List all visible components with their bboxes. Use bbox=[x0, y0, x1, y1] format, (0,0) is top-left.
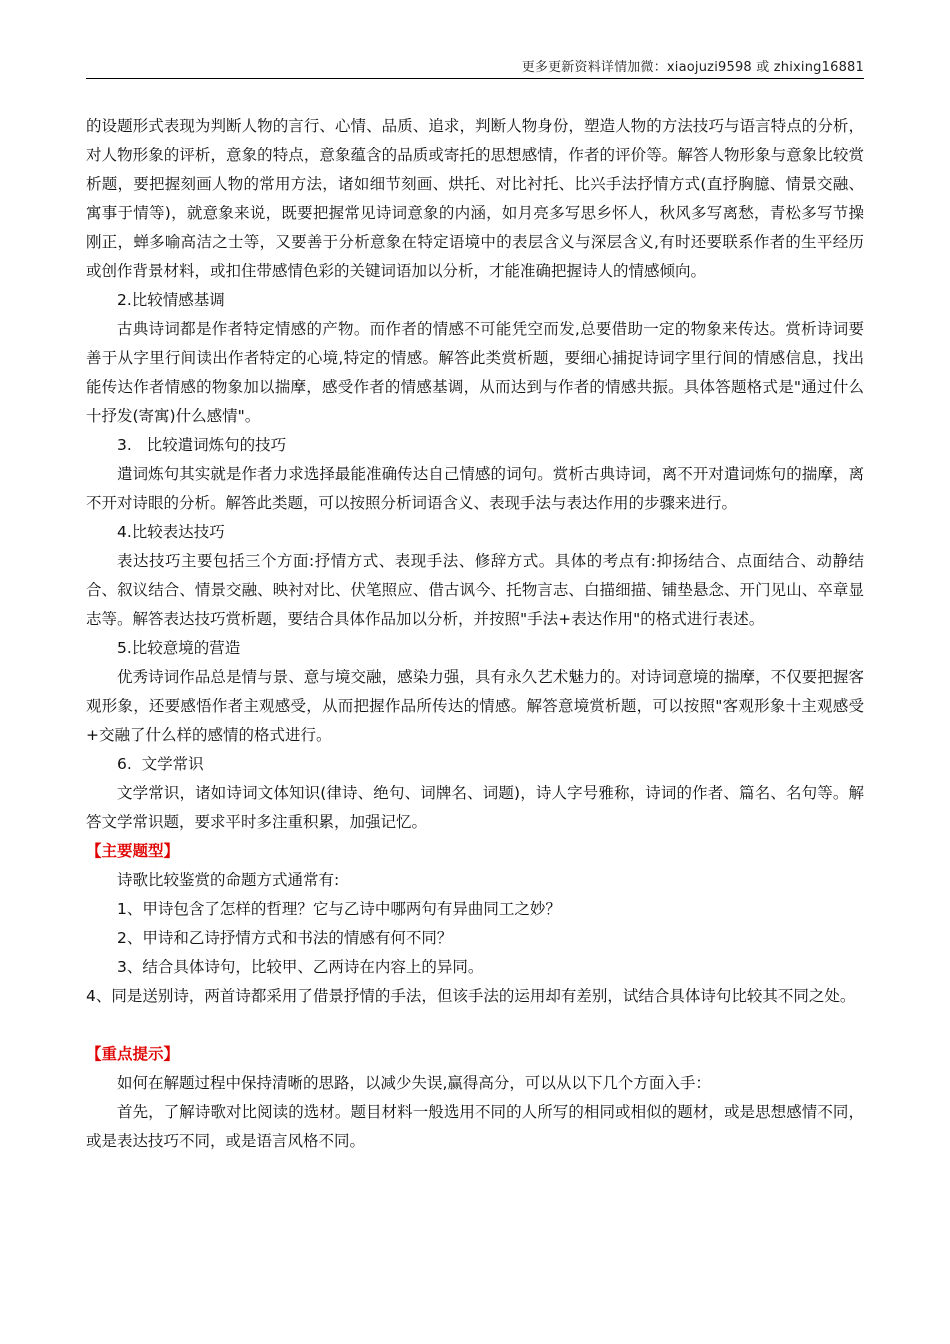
question-item: 1、甲诗包含了怎样的哲理？它与乙诗中哪两句有异曲同工之妙？ bbox=[117, 900, 561, 918]
subheading-techniques: 4.比较表达技巧 bbox=[117, 523, 225, 541]
question-types-intro: 诗歌比较鉴赏的命题方式通常有: bbox=[117, 871, 340, 889]
section-heading-question-types: 【主要题型】 bbox=[86, 842, 180, 860]
subheading-literary-knowledge: 6. 文学常识 bbox=[117, 755, 204, 773]
spacer bbox=[86, 1011, 864, 1040]
question-item: 4、同是送别诗，两首诗都采用了借景抒情的手法，但该手法的运用却有差别，试结合具体诗句比较其不同之处。 bbox=[86, 987, 856, 1005]
paragraph-wording: 遣词炼句其实就是作者力求选择最能准确传达自己情感的词句。赏析古典诗词，离不开对遣词炼句的揣摩，离不开对诗眼的分析。解答此类题，可以按照分析词语含义、表现手法与表达作用的步骤来进行。 bbox=[86, 465, 864, 512]
section-heading-key-tips: 【重点提示】 bbox=[86, 1045, 180, 1063]
header-rule bbox=[86, 78, 864, 79]
question-item: 3、结合具体诗句，比较甲、乙两诗在内容上的异同。 bbox=[117, 958, 484, 976]
document-body bbox=[86, 112, 864, 1156]
question-item: 2、甲诗和乙诗抒情方式和书法的情感有何不同？ bbox=[117, 929, 453, 947]
subheading-emotion: 2.比较情感基调 bbox=[117, 291, 225, 309]
header-contact-text: 更多更新资料详情加微：xiaojuzi9598 或 zhixing16881 bbox=[521, 60, 864, 75]
tips-first-point: 首先，了解诗歌对比阅读的选材。题目材料一般选用不同的人所写的相同或相似的题材，或是思想感情不同，或是表达技巧不同，或是语言风格不同。 bbox=[86, 1103, 864, 1150]
paragraph-literary-knowledge: 文学常识，诸如诗词文体知识(律诗、绝句、词牌名、词题)，诗人字号雅称，诗词的作者、篇名、名句等。解答文学常识题，要求平时多注重积累，加强记忆。 bbox=[86, 784, 864, 831]
paragraph-emotion: 古典诗词都是作者特定情感的产物。而作者的情感不可能凭空而发,总要借助一定的物象来传达。赏析诗词要善于从字里行间读出作者特定的心境,特定的情感。解答此类赏析题，要细心捕捉诗词字里行间的情感信息，找出能传达作者情感的物象加以揣摩，感受作者的情感基调，从而达到与作者的情感共振。具体答题格式是"通过什么十抒发(寄寓)什么感情"。 bbox=[86, 320, 864, 425]
paragraph-artistic-conception: 优秀诗词作品总是情与景、意与境交融，感染力强，具有永久艺术魅力的。对诗词意境的揣摩，不仅要把握客观形象，还要感悟作者主观感受，从而把握作品所传达的情感。解答意境赏析题，可以按照"客观形象十主观感受+交融了什么样的感情的格式进行。 bbox=[86, 668, 864, 744]
subheading-wording: 3. 比较遣词炼句的技巧 bbox=[117, 436, 287, 454]
subheading-artistic-conception: 5.比较意境的营造 bbox=[117, 639, 241, 657]
paragraph-techniques: 表达技巧主要包括三个方面:抒情方式、表现手法、修辞方式。具体的考点有:抑扬结合、点面结合、动静结合、叙议结合、情景交融、映衬对比、伏笔照应、借古讽今、托物言志、白描细描、铺垫悬念、开门见山、卒章显志等。解答表达技巧赏析题，要结合具体作品加以分析，并按照"手法+表达作用"的格式进行表述。 bbox=[86, 552, 864, 628]
paragraph-image-analysis: 的设题形式表现为判断人物的言行、心情、品质、追求，判断人物身份，塑造人物的方法技巧与语言特点的分析，对人物形象的评析，意象的特点，意象蕴含的品质或寄托的思想感情，作者的评价等。解答人物形象与意象比较赏析题，要把握刻画人物的常用方法，诸如细节刻画、烘托、对比衬托、比兴手法抒情方式(直抒胸臆、情景交融、寓事于情等)，就意象来说，既要把握常见诗词意象的内涵，如月亮多写思乡怀人，秋风多写离愁，青松多写节操刚正，蝉多喻高洁之士等，又要善于分析意象在特定语境中的表层含义与深层含义,有时还要联系作者的生平经历或创作背景材料，或扣住带感情色彩的关键词语加以分析，才能准确把握诗人的情感倾向。 bbox=[86, 117, 864, 280]
tips-intro: 如何在解题过程中保持清晰的思路，以减少失误,赢得高分，可以从以下几个方面入手： bbox=[117, 1074, 711, 1092]
